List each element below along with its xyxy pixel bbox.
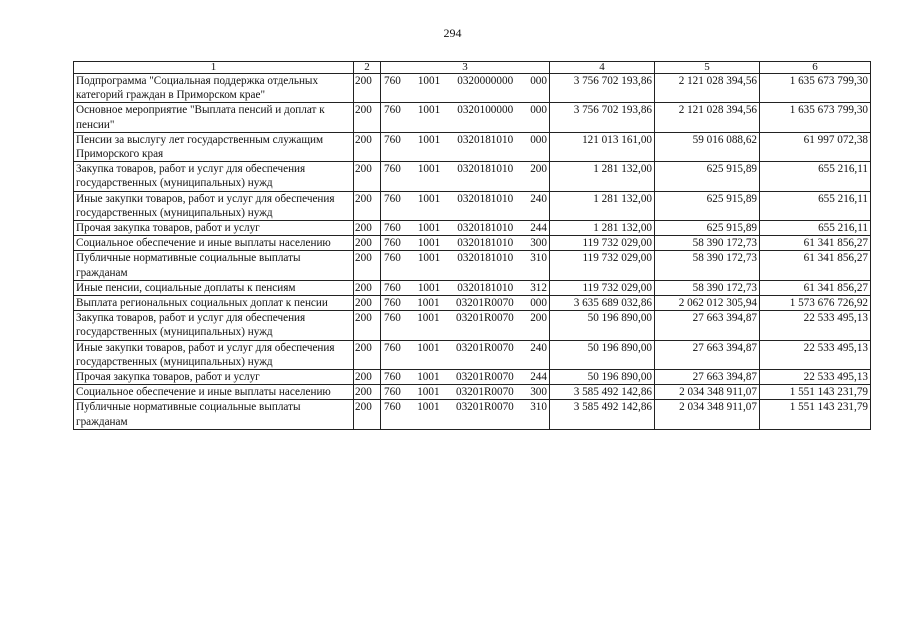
ministry-code: 760 (384, 163, 401, 176)
row-code-col2-cell: 200 (354, 296, 381, 311)
section-code: 1001 (417, 401, 440, 414)
row-value-col5-cell: 58 390 172,73 (655, 251, 760, 280)
target-article-code: 03201R0070 (455, 371, 514, 384)
ministry-code: 760 (384, 401, 401, 414)
row-code-col3-cell (381, 221, 550, 236)
table-row (74, 132, 871, 161)
ministry-code: 760 (384, 341, 401, 354)
table-row (74, 280, 871, 295)
section-code: 1001 (417, 133, 441, 146)
target-article-code: 0320181010 (457, 163, 514, 176)
row-code-col3-cell (381, 296, 550, 311)
section-code: 1001 (417, 192, 441, 205)
row-code-col3-cell (381, 251, 550, 280)
row-name-cell: Закупка товаров, работ и услуг для обеспечения государственных (муниципальных) нужд (74, 311, 354, 340)
row-value-col5-cell: 625 915,89 (655, 162, 760, 191)
expense-type-code: 240 (530, 341, 547, 354)
row-code-col3-cell (381, 191, 550, 220)
row-value-col5-cell: 59 016 088,62 (655, 132, 760, 161)
budget-code (383, 103, 547, 117)
table-row (74, 340, 871, 369)
row-value-col4-cell: 50 196 890,00 (550, 370, 655, 385)
row-value-col6-cell: 655 216,11 (760, 221, 871, 236)
row-code-col2-cell: 200 (354, 191, 381, 220)
row-value-col6-cell: 1 551 143 231,79 (760, 400, 871, 429)
target-article-code: 0320000000 (457, 75, 514, 87)
budget-table (73, 61, 871, 430)
row-name-cell: Публичные нормативные социальные выплаты гражданам (74, 400, 354, 429)
budget-code (383, 192, 547, 206)
row-code-col2-cell: 200 (354, 280, 381, 295)
row-value-col4-cell: 1 281 132,00 (550, 221, 655, 236)
row-code-col3-cell (381, 236, 550, 251)
row-value-col4-cell: 119 732 029,00 (550, 236, 655, 251)
budget-code (383, 74, 547, 88)
row-code-col3-cell (381, 162, 550, 191)
row-code-col3-cell (381, 311, 550, 340)
row-value-col6-cell: 61 341 856,27 (760, 280, 871, 295)
row-code-col3-cell (381, 103, 550, 132)
target-article-code: 03201R0070 (455, 401, 514, 414)
column-header-1: 1 (74, 62, 354, 74)
expense-type-code: 000 (530, 75, 547, 87)
section-code: 1001 (417, 312, 440, 325)
section-code: 1001 (417, 75, 441, 87)
table-row (74, 400, 871, 429)
row-value-col6-cell: 1 573 676 726,92 (760, 296, 871, 311)
target-article-code: 03201R0070 (455, 386, 514, 399)
table-row (74, 251, 871, 280)
table-row (74, 103, 871, 132)
row-code-col3-cell (381, 132, 550, 161)
row-value-col6-cell: 1 551 143 231,79 (760, 385, 871, 400)
row-value-col5-cell: 27 663 394,87 (655, 340, 760, 369)
budget-code (383, 370, 547, 384)
row-value-col6-cell: 655 216,11 (760, 162, 871, 191)
row-code-col2-cell: 200 (354, 311, 381, 340)
row-value-col5-cell: 2 034 348 911,07 (655, 400, 760, 429)
row-value-col5-cell: 2 121 028 394,56 (655, 103, 760, 132)
table-row (74, 162, 871, 191)
target-article-code: 0320181010 (457, 222, 514, 235)
target-article-code: 0320181010 (457, 133, 514, 146)
row-code-col2-cell: 200 (354, 103, 381, 132)
row-value-col6-cell: 61 997 072,38 (760, 132, 871, 161)
row-code-col2-cell: 200 (354, 221, 381, 236)
row-name-cell: Социальное обеспечение и иные выплаты населению (74, 385, 354, 400)
row-name-cell: Подпрограмма "Социальная поддержка отдельных категорий граждан в Приморском крае" (74, 74, 354, 103)
expense-type-code: 244 (530, 371, 547, 384)
ministry-code: 760 (384, 237, 401, 250)
row-name-cell: Пенсии за выслугу лет государственным служащим Приморского края (74, 132, 354, 161)
row-value-col6-cell: 1 635 673 799,30 (760, 103, 871, 132)
ministry-code: 760 (384, 371, 401, 384)
ministry-code: 760 (384, 222, 401, 235)
table-row (74, 296, 871, 311)
target-article-code: 0320181010 (457, 281, 514, 294)
budget-code (383, 133, 547, 147)
row-value-col6-cell: 61 341 856,27 (760, 251, 871, 280)
table-row (74, 191, 871, 220)
row-code-col3-cell (381, 340, 550, 369)
table-row (74, 221, 871, 236)
row-value-col4-cell: 50 196 890,00 (550, 340, 655, 369)
row-code-col3-cell (381, 280, 550, 295)
section-code: 1001 (417, 104, 441, 117)
expense-type-code: 240 (530, 192, 547, 205)
row-name-cell: Выплата региональных социальных доплат к пенсии (74, 296, 354, 311)
budget-code (383, 221, 547, 235)
row-code-col2-cell: 200 (354, 162, 381, 191)
row-value-col4-cell: 3 585 492 142,86 (550, 400, 655, 429)
table-row (74, 74, 871, 103)
ministry-code: 760 (384, 133, 401, 146)
expense-type-code: 200 (530, 163, 547, 176)
budget-code (383, 311, 547, 325)
row-name-cell: Прочая закупка товаров, работ и услуг (74, 221, 354, 236)
expense-type-code: 000 (530, 297, 547, 310)
row-value-col5-cell: 58 390 172,73 (655, 236, 760, 251)
ministry-code: 760 (384, 312, 401, 325)
row-value-col4-cell: 50 196 890,00 (550, 311, 655, 340)
row-value-col6-cell: 655 216,11 (760, 191, 871, 220)
section-code: 1001 (417, 386, 440, 399)
column-header-6: 6 (760, 62, 871, 74)
expense-type-code: 000 (530, 133, 547, 146)
table-row (74, 385, 871, 400)
row-value-col5-cell: 58 390 172,73 (655, 280, 760, 295)
row-code-col2-cell: 200 (354, 236, 381, 251)
column-header-5: 5 (655, 62, 760, 74)
row-code-col2-cell: 200 (354, 132, 381, 161)
row-name-cell: Иные пенсии, социальные доплаты к пенсиям (74, 280, 354, 295)
row-value-col4-cell: 3 756 702 193,86 (550, 103, 655, 132)
row-value-col5-cell: 2 062 012 305,94 (655, 296, 760, 311)
row-name-cell: Публичные нормативные социальные выплаты гражданам (74, 251, 354, 280)
section-code: 1001 (417, 341, 440, 354)
column-header-3: 3 (381, 62, 550, 74)
target-article-code: 0320181010 (457, 192, 514, 205)
row-value-col4-cell: 119 732 029,00 (550, 251, 655, 280)
row-code-col3-cell (381, 370, 550, 385)
section-code: 1001 (417, 237, 441, 250)
ministry-code: 760 (384, 297, 401, 310)
row-value-col5-cell: 27 663 394,87 (655, 370, 760, 385)
ministry-code: 760 (384, 252, 401, 265)
row-name-cell: Иные закупки товаров, работ и услуг для обеспечения государственных (муниципальных) нужд (74, 340, 354, 369)
target-article-code: 0320100000 (457, 104, 514, 117)
page-number: 294 (443, 26, 462, 40)
column-header-4: 4 (550, 62, 655, 74)
row-value-col4-cell: 1 281 132,00 (550, 162, 655, 191)
row-code-col2-cell: 200 (354, 74, 381, 103)
row-name-cell: Иные закупки товаров, работ и услуг для обеспечения государственных (муниципальных) нужд (74, 191, 354, 220)
expense-type-code: 200 (530, 312, 547, 325)
ministry-code: 760 (384, 192, 401, 205)
row-value-col6-cell: 1 635 673 799,30 (760, 74, 871, 103)
table-header-row (74, 62, 871, 74)
row-code-col2-cell: 200 (354, 385, 381, 400)
row-value-col5-cell: 625 915,89 (655, 221, 760, 236)
expense-type-code: 310 (530, 401, 547, 414)
target-article-code: 0320181010 (457, 237, 514, 250)
row-value-col6-cell: 22 533 495,13 (760, 340, 871, 369)
budget-code (383, 281, 547, 295)
row-code-col2-cell: 200 (354, 370, 381, 385)
budget-code (383, 251, 547, 265)
section-code: 1001 (417, 281, 441, 294)
table-row (74, 311, 871, 340)
row-value-col4-cell: 3 635 689 032,86 (550, 296, 655, 311)
target-article-code: 03201R0070 (455, 341, 514, 354)
ministry-code: 760 (384, 386, 401, 399)
expense-type-code: 244 (530, 222, 547, 235)
section-code: 1001 (417, 297, 440, 310)
target-article-code: 0320181010 (457, 252, 514, 265)
section-code: 1001 (417, 163, 441, 176)
budget-code (383, 400, 547, 414)
section-code: 1001 (417, 371, 440, 384)
row-code-col3-cell (381, 74, 550, 103)
table-body (74, 74, 871, 430)
ministry-code: 760 (384, 104, 401, 117)
row-name-cell: Социальное обеспечение и иные выплаты населению (74, 236, 354, 251)
row-value-col6-cell: 61 341 856,27 (760, 236, 871, 251)
row-name-cell: Основное мероприятие "Выплата пенсий и доплат к пенсии" (74, 103, 354, 132)
row-value-col4-cell: 1 281 132,00 (550, 191, 655, 220)
row-value-col5-cell: 27 663 394,87 (655, 311, 760, 340)
row-value-col6-cell: 22 533 495,13 (760, 311, 871, 340)
column-header-2: 2 (354, 62, 381, 74)
table-row (74, 236, 871, 251)
expense-type-code: 000 (530, 104, 547, 117)
row-code-col3-cell (381, 400, 550, 429)
budget-code (383, 236, 547, 250)
ministry-code: 760 (384, 75, 401, 87)
row-code-col2-cell: 200 (354, 251, 381, 280)
expense-type-code: 300 (530, 386, 547, 399)
section-code: 1001 (417, 222, 441, 235)
table-row (74, 370, 871, 385)
row-value-col5-cell: 2 121 028 394,56 (655, 74, 760, 103)
budget-code (383, 341, 547, 355)
budget-code (383, 162, 547, 176)
expense-type-code: 310 (530, 252, 547, 265)
section-code: 1001 (417, 252, 441, 265)
budget-code (383, 385, 547, 399)
row-value-col6-cell: 22 533 495,13 (760, 370, 871, 385)
row-code-col2-cell: 200 (354, 400, 381, 429)
row-value-col5-cell: 625 915,89 (655, 191, 760, 220)
ministry-code: 760 (384, 281, 401, 294)
target-article-code: 03201R0070 (455, 297, 514, 310)
row-value-col4-cell: 3 585 492 142,86 (550, 385, 655, 400)
row-name-cell: Закупка товаров, работ и услуг для обеспечения государственных (муниципальных) нужд (74, 162, 354, 191)
expense-type-code: 312 (530, 281, 547, 294)
row-name-cell: Прочая закупка товаров, работ и услуг (74, 370, 354, 385)
row-value-col4-cell: 3 756 702 193,86 (550, 74, 655, 103)
row-code-col3-cell (381, 385, 550, 400)
row-value-col4-cell: 119 732 029,00 (550, 280, 655, 295)
row-value-col4-cell: 121 013 161,00 (550, 132, 655, 161)
row-code-col2-cell: 200 (354, 340, 381, 369)
budget-code (383, 296, 547, 310)
row-value-col5-cell: 2 034 348 911,07 (655, 385, 760, 400)
target-article-code: 03201R0070 (455, 312, 514, 325)
expense-type-code: 300 (530, 237, 547, 250)
